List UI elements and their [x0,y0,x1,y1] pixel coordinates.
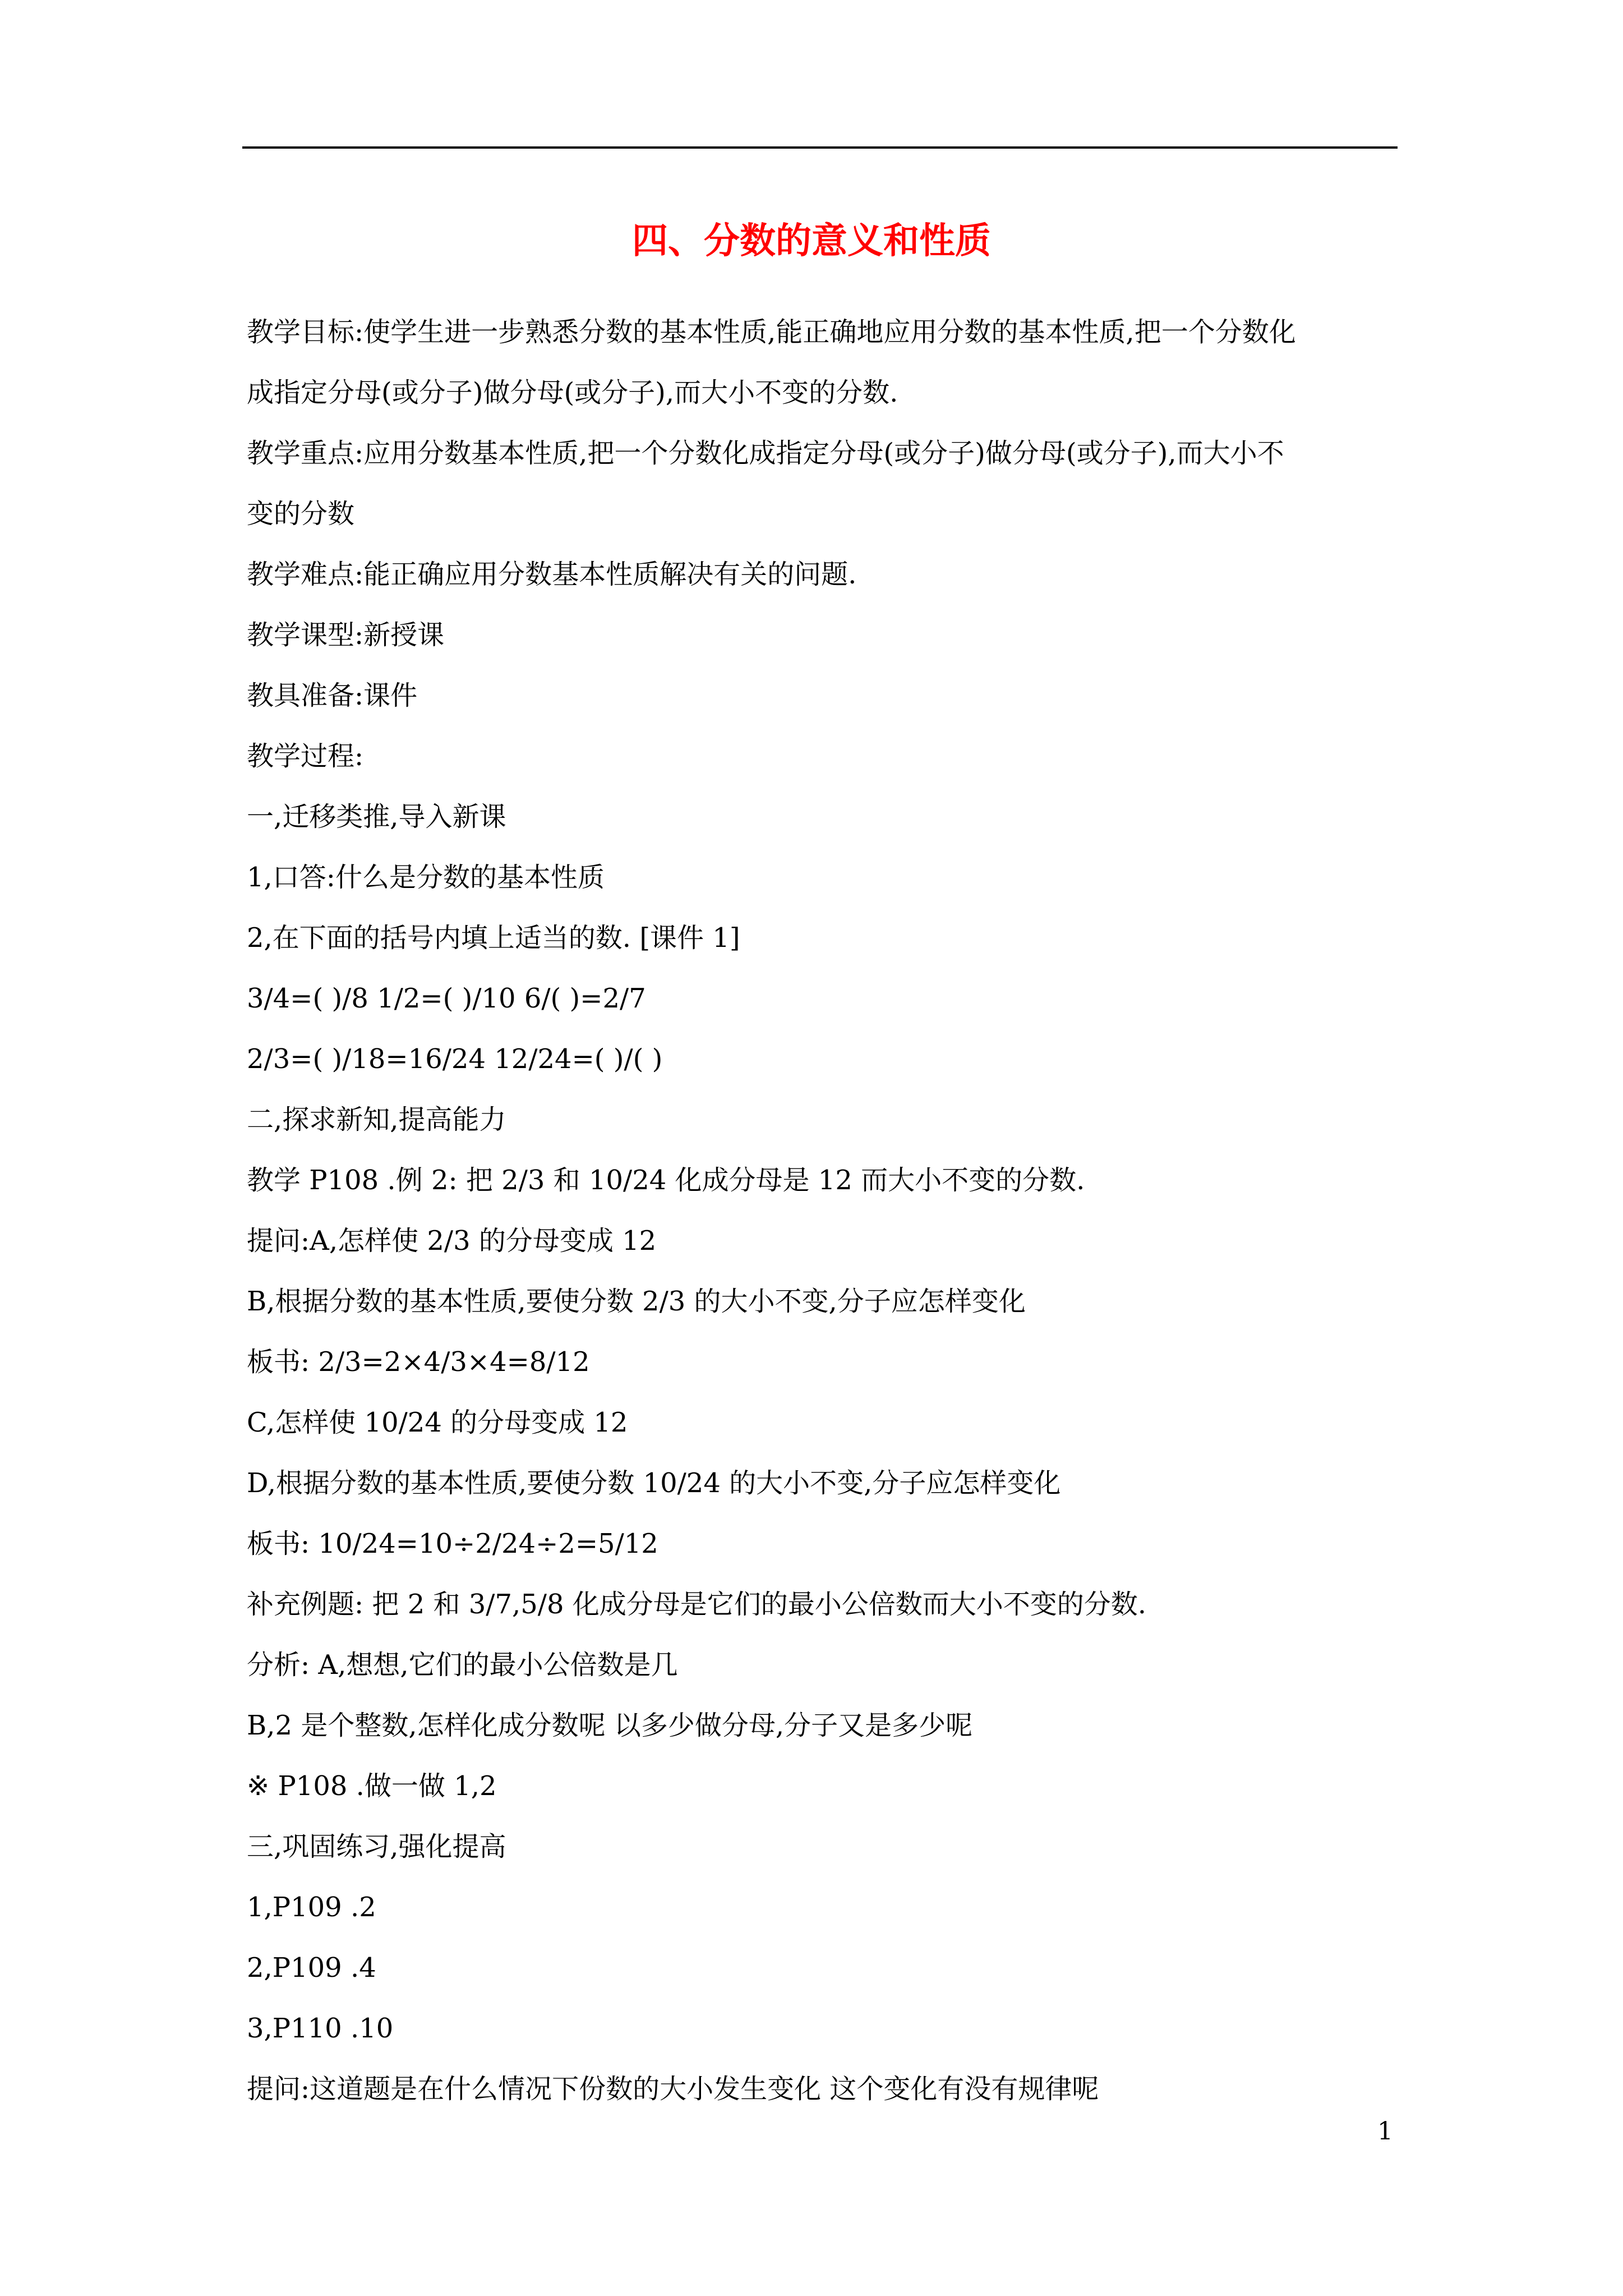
document-body [247,302,1402,2119]
body-line: 三,巩固练习,强化提高 [247,1831,506,1862]
body-line: 补充例题: 把 2 和 3/7,5/8 化成分母是它们的最小公倍数而大小不变的分数. [247,1589,1147,1620]
body-line: 教具准备:课件 [247,680,418,711]
body-line: 分析: A,想想,它们的最小公倍数是几 [247,1649,678,1681]
body-line: D,根据分数的基本性质,要使分数 10/24 的大小不变,分子应怎样变化 [247,1467,1061,1499]
body-line: 教学目标:使学生进一步熟悉分数的基本性质,能正确地应用分数的基本性质,把一个分数化 [247,316,1296,348]
body-line: 2,P109 .4 [247,1952,376,1984]
body-line: 板书: 2/3=2×4/3×4=8/12 [247,1346,590,1378]
body-line: 变的分数 [247,498,355,530]
body-line: 教学重点:应用分数基本性质,把一个分数化成指定分母(或分子)做分母(或分子),而大小不 [247,438,1284,469]
body-line: 板书: 10/24=10÷2/24÷2=5/12 [247,1528,658,1559]
body-line: 2,在下面的括号内填上适当的数. [课件 1] [247,922,740,954]
header-rule [242,146,1398,149]
body-line: 一,迁移类推,导入新课 [247,801,506,832]
body-line: ※ P108 .做一做 1,2 [247,1770,497,1802]
document-title: 四、分数的意义和性质 [632,220,991,262]
body-line: B,根据分数的基本性质,要使分数 2/3 的大小不变,分子应怎样变化 [247,1286,1026,1317]
body-line: 提问:A,怎样使 2/3 的分母变成 12 [247,1225,657,1257]
body-line: 1,口答:什么是分数的基本性质 [247,862,605,893]
body-line: 成指定分母(或分子)做分母(或分子),而大小不变的分数. [247,377,898,408]
body-line: 教学过程: [247,740,364,772]
body-line: C,怎样使 10/24 的分母变成 12 [247,1407,628,1438]
body-line: B,2 是个整数,怎样化成分数呢 以多少做分母,分子又是多少呢 [247,1710,973,1741]
body-line: 教学 P108 .例 2: 把 2/3 和 10/24 化成分母是 12 而大小不变的分数. [247,1165,1085,1196]
body-line: 1,P109 .2 [247,1892,376,1923]
body-line: 教学课型:新授课 [247,619,445,651]
body-line: 3/4=( )/8 1/2=( )/10 6/( )=2/7 [247,983,646,1014]
body-line: 提问:这道题是在什么情况下份数的大小发生变化 这个变化有没有规律呢 [247,2073,1099,2105]
body-line: 二,探求新知,提高能力 [247,1104,506,1135]
body-line: 2/3=( )/18=16/24 12/24=( )/( ) [247,1043,663,1075]
body-line: 教学难点:能正确应用分数基本性质解决有关的问题. [247,559,857,590]
page-number: 1 [1377,2117,1393,2146]
body-line: 3,P110 .10 [247,2013,394,2044]
